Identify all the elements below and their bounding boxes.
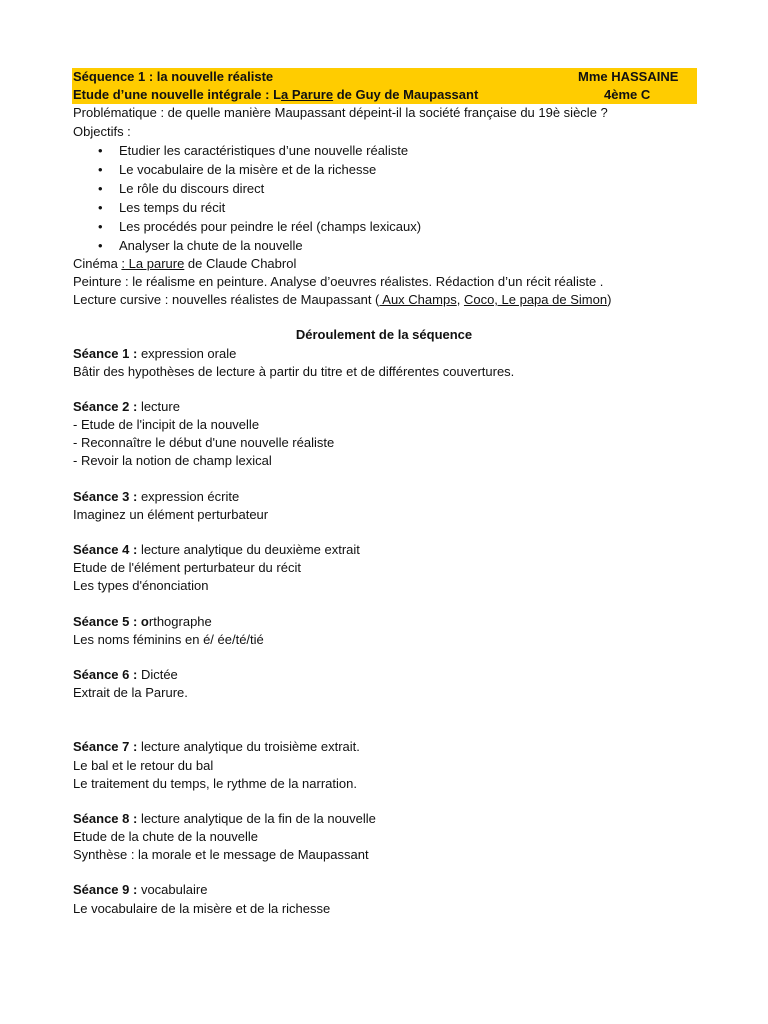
seance-block [73, 810, 695, 865]
bullet-icon: • [98, 142, 103, 158]
seance-heading [73, 541, 695, 559]
objectif-text: Les procédés pour peindre le réel (champs lexicaux) [119, 218, 422, 234]
class-name: 4ème C [604, 87, 651, 103]
objectif-text: Etudier les caractéristiques d’une nouvelle réaliste [119, 142, 409, 158]
seance-line: Le vocabulaire de la misère et de la richesse [73, 900, 331, 916]
seance-heading [73, 666, 695, 684]
study-title: a Parure [281, 87, 334, 103]
spacer [73, 381, 695, 398]
seance-heading [73, 810, 695, 828]
seance-topic: lecture analytique du deuxième extrait [137, 542, 360, 557]
lecture-suffix: ) [607, 292, 612, 308]
objectif-text: Le vocabulaire de la misère et de la richesse [119, 161, 377, 177]
seance-line: Extrait de la Parure. [73, 685, 188, 701]
seance-line: Les noms féminins en é/ ée/té/tié [73, 631, 264, 647]
spacer [73, 702, 695, 738]
seance-block [73, 345, 695, 381]
spacer [73, 471, 695, 488]
seance-line: Les types d'énonciation [73, 578, 209, 594]
objectif-text: Les temps du récit [119, 199, 226, 215]
study-suffix: de Guy de Maupassant [333, 87, 479, 103]
bullet-icon: • [98, 180, 103, 196]
objectif-text: Le rôle du discours direct [119, 180, 265, 196]
seance-heading [73, 345, 695, 363]
cinema-suffix: de Claude Chabrol [184, 255, 297, 271]
problematique: Problématique : de quelle manière Maupassant dépeint-il la société française du 19è siècle ? [73, 105, 608, 121]
lecture-prefix: Lecture cursive : nouvelles réalistes de Maupassant ( [73, 292, 380, 308]
seance-label: Séance 9 : [73, 882, 138, 898]
seance-line: Etude de l'élément perturbateur du récit [73, 560, 301, 576]
lecture-separator: , [456, 292, 464, 308]
seance-topic: expression orale [137, 345, 237, 361]
seance-block [73, 666, 695, 702]
seance-label: Séance 5 : o [73, 613, 149, 629]
spacer [73, 649, 695, 666]
header-row-2 [73, 86, 697, 104]
list-item [73, 160, 695, 179]
seance-topic: vocabulaire [137, 882, 208, 898]
seance-line: Synthèse : la morale et le message de Maupassant [73, 847, 369, 863]
cinema-title: La parure [125, 255, 185, 271]
lecture-title-2: Coco, Le papa de Simon [463, 292, 608, 308]
bullet-icon: • [98, 218, 103, 234]
seance-heading [73, 488, 695, 506]
cinema-line [73, 255, 695, 273]
list-item [73, 179, 695, 198]
spacer [73, 793, 695, 810]
header-band [72, 68, 697, 104]
document-page [73, 68, 695, 918]
teacher-name: Mme HASSAINE [578, 69, 679, 84]
list-item [73, 141, 695, 160]
seance-label: Séance 8 : [73, 810, 138, 826]
seance-topic: lecture analytique du troisième extrait. [137, 739, 360, 755]
seance-block [73, 738, 695, 793]
bullet-icon: • [98, 199, 103, 215]
seance-label: Séance 3 : [73, 488, 138, 504]
deroulement-title: Déroulement de la séquence [295, 327, 473, 343]
seance-label: Séance 2 : [73, 398, 138, 414]
seance-line: Le traitement du temps, le rythme de la narration. [73, 775, 357, 791]
seance-label: Séance 1 : [73, 345, 138, 361]
spacer [73, 596, 695, 613]
seance-heading [73, 398, 695, 416]
cinema-prefix: Cinéma [73, 255, 122, 271]
bullet-icon: • [98, 237, 103, 253]
seance-block [73, 488, 695, 524]
seance-block [73, 881, 695, 917]
header-row-1 [73, 68, 697, 86]
objectifs-list [73, 141, 695, 255]
seance-heading [73, 881, 695, 899]
objectifs-label: Objectifs : [73, 123, 131, 139]
seance-heading [73, 738, 695, 756]
seance-block [73, 398, 695, 471]
list-item [73, 236, 695, 255]
bullet-icon: • [98, 161, 103, 177]
seance-line: Imaginez un élément perturbateur [73, 506, 269, 522]
spacer [73, 864, 695, 881]
list-item [73, 217, 695, 236]
seance-label: Séance 7 : [73, 739, 138, 755]
seance-topic: expression écrite [137, 488, 240, 504]
study-prefix: Etude d’une nouvelle intégrale : L [73, 87, 282, 103]
seance-label: Séance 4 : [73, 542, 138, 557]
seance-line: Le bal et le retour du bal [73, 757, 214, 773]
seance-topic: lecture [137, 398, 180, 414]
spacer [73, 524, 695, 541]
seance-line: - Reconnaître le début d'une nouvelle réaliste [73, 435, 335, 451]
seance-topic: Dictée [137, 666, 178, 682]
seance-line: Etude de la chute de la nouvelle [73, 829, 259, 845]
seance-topic: rthographe [148, 613, 212, 629]
sequence-title: Séquence 1 : la nouvelle réaliste [73, 69, 274, 84]
seance-topic: lecture analytique de la fin de la nouvelle [137, 810, 376, 826]
list-item [73, 198, 695, 217]
lecture-title-1: Aux Champs [379, 292, 457, 308]
seance-block [73, 613, 695, 649]
seance-heading [73, 613, 695, 631]
seance-line: - Revoir la notion de champ lexical [73, 453, 272, 469]
seance-block [73, 541, 695, 596]
seance-line: Bâtir des hypothèses de lecture à partir du titre et de différentes couvertures. [73, 363, 515, 379]
cinema-colon: : [121, 255, 126, 271]
objectif-text: Analyser la chute de la nouvelle [119, 237, 303, 253]
lecture-cursive-line [73, 291, 695, 309]
seance-label: Séance 6 : [73, 666, 138, 682]
peinture-line: Peinture : le réalisme en peinture. Analyse d’oeuvres réalistes. Rédaction d’un récit réaliste . [73, 273, 604, 289]
seance-line: - Etude de l'incipit de la nouvelle [73, 417, 260, 433]
